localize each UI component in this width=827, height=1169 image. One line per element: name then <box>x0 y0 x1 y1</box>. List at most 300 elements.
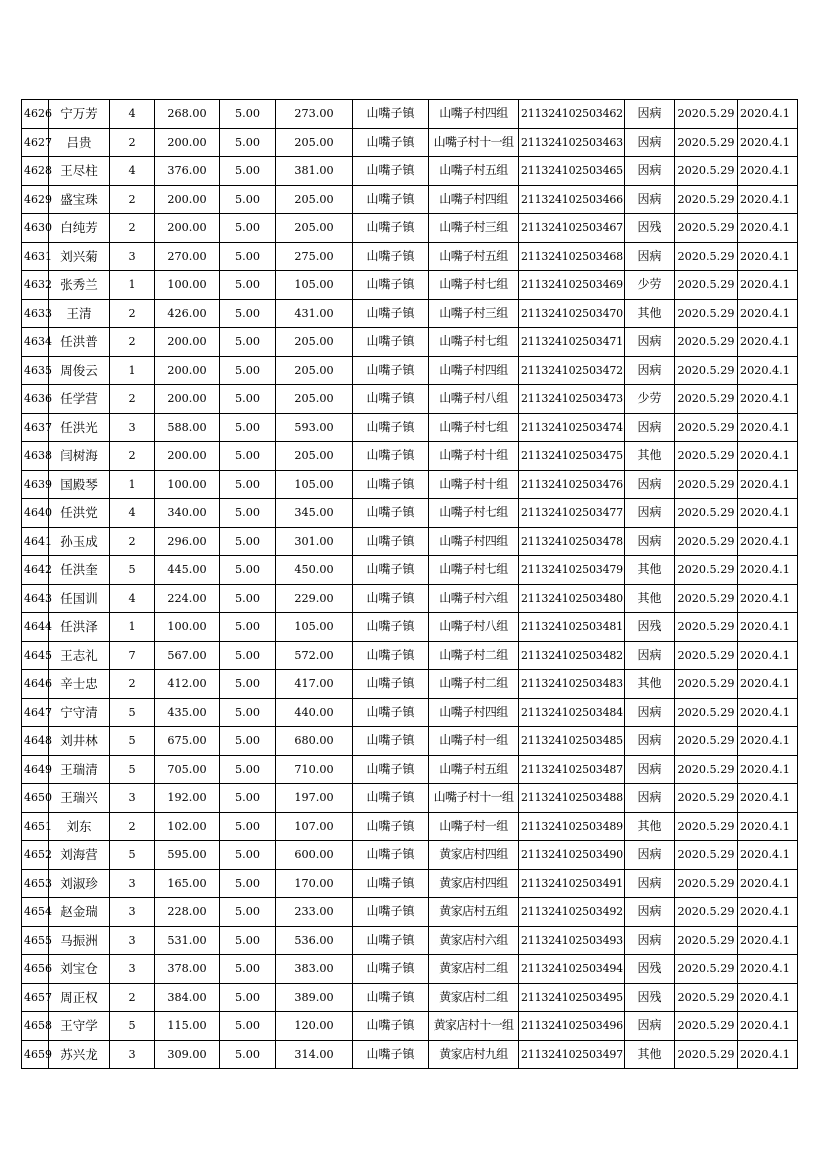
supplement-cell: 5.00 <box>220 214 276 243</box>
approval-date-cell: 2020.5.29 <box>675 442 738 471</box>
record-id-cell: 4652 <box>22 841 49 870</box>
base-amount-cell: 200.00 <box>155 442 220 471</box>
household-size-cell: 4 <box>110 100 155 129</box>
table-row <box>22 556 798 585</box>
household-size-cell: 3 <box>110 784 155 813</box>
total-amount-cell: 600.00 <box>276 841 353 870</box>
record-id-cell: 4629 <box>22 185 49 214</box>
town-cell: 山嘴子镇 <box>353 413 429 442</box>
name-cell: 宁万芳 <box>49 100 110 129</box>
id-code-cell: 211324102503481 <box>519 613 625 642</box>
id-code-cell: 211324102503492 <box>519 898 625 927</box>
supplement-cell: 5.00 <box>220 784 276 813</box>
table-row <box>22 869 798 898</box>
supplement-cell: 5.00 <box>220 556 276 585</box>
name-cell: 白纯芳 <box>49 214 110 243</box>
name-cell: 任洪奎 <box>49 556 110 585</box>
start-date-cell: 2020.4.1 <box>738 385 798 414</box>
base-amount-cell: 384.00 <box>155 983 220 1012</box>
approval-date-cell: 2020.5.29 <box>675 527 738 556</box>
town-cell: 山嘴子镇 <box>353 584 429 613</box>
household-size-cell: 5 <box>110 556 155 585</box>
start-date-cell: 2020.4.1 <box>738 755 798 784</box>
reason-cell: 其他 <box>625 556 675 585</box>
start-date-cell: 2020.4.1 <box>738 812 798 841</box>
village-group-cell: 山嘴子村十组 <box>429 470 519 499</box>
village-group-cell: 山嘴子村十一组 <box>429 128 519 157</box>
reason-cell: 因病 <box>625 328 675 357</box>
base-amount-cell: 675.00 <box>155 727 220 756</box>
town-cell: 山嘴子镇 <box>353 670 429 699</box>
approval-date-cell: 2020.5.29 <box>675 584 738 613</box>
name-cell: 吕贵 <box>49 128 110 157</box>
table-row <box>22 214 798 243</box>
base-amount-cell: 200.00 <box>155 128 220 157</box>
supplement-cell: 5.00 <box>220 413 276 442</box>
village-group-cell: 山嘴子村二组 <box>429 670 519 699</box>
town-cell: 山嘴子镇 <box>353 299 429 328</box>
id-code-cell: 211324102503493 <box>519 926 625 955</box>
id-code-cell: 211324102503490 <box>519 841 625 870</box>
village-group-cell: 山嘴子村五组 <box>429 755 519 784</box>
id-code-cell: 211324102503474 <box>519 413 625 442</box>
reason-cell: 因病 <box>625 128 675 157</box>
household-size-cell: 1 <box>110 271 155 300</box>
start-date-cell: 2020.4.1 <box>738 955 798 984</box>
record-id-cell: 4656 <box>22 955 49 984</box>
village-group-cell: 山嘴子村四组 <box>429 185 519 214</box>
table-row <box>22 1012 798 1041</box>
supplement-cell: 5.00 <box>220 841 276 870</box>
reason-cell: 因病 <box>625 784 675 813</box>
record-id-cell: 4641 <box>22 527 49 556</box>
village-group-cell: 山嘴子村四组 <box>429 527 519 556</box>
approval-date-cell: 2020.5.29 <box>675 698 738 727</box>
base-amount-cell: 224.00 <box>155 584 220 613</box>
household-size-cell: 2 <box>110 812 155 841</box>
name-cell: 刘东 <box>49 812 110 841</box>
id-code-cell: 211324102503476 <box>519 470 625 499</box>
base-amount-cell: 200.00 <box>155 356 220 385</box>
supplement-cell: 5.00 <box>220 955 276 984</box>
household-size-cell: 2 <box>110 185 155 214</box>
table-body <box>22 100 798 1069</box>
reason-cell: 其他 <box>625 1040 675 1069</box>
name-cell: 任国训 <box>49 584 110 613</box>
table-row <box>22 185 798 214</box>
reason-cell: 因病 <box>625 100 675 129</box>
base-amount-cell: 378.00 <box>155 955 220 984</box>
base-amount-cell: 588.00 <box>155 413 220 442</box>
record-id-cell: 4638 <box>22 442 49 471</box>
name-cell: 任洪光 <box>49 413 110 442</box>
town-cell: 山嘴子镇 <box>353 128 429 157</box>
name-cell: 王清 <box>49 299 110 328</box>
total-amount-cell: 205.00 <box>276 214 353 243</box>
total-amount-cell: 536.00 <box>276 926 353 955</box>
name-cell: 国殿琴 <box>49 470 110 499</box>
town-cell: 山嘴子镇 <box>353 613 429 642</box>
supplement-cell: 5.00 <box>220 983 276 1012</box>
start-date-cell: 2020.4.1 <box>738 698 798 727</box>
reason-cell: 因病 <box>625 527 675 556</box>
total-amount-cell: 105.00 <box>276 271 353 300</box>
table-row <box>22 926 798 955</box>
table-row <box>22 784 798 813</box>
start-date-cell: 2020.4.1 <box>738 356 798 385</box>
town-cell: 山嘴子镇 <box>353 442 429 471</box>
approval-date-cell: 2020.5.29 <box>675 898 738 927</box>
table-row <box>22 812 798 841</box>
start-date-cell: 2020.4.1 <box>738 499 798 528</box>
record-id-cell: 4646 <box>22 670 49 699</box>
total-amount-cell: 431.00 <box>276 299 353 328</box>
total-amount-cell: 273.00 <box>276 100 353 129</box>
approval-date-cell: 2020.5.29 <box>675 385 738 414</box>
town-cell: 山嘴子镇 <box>353 812 429 841</box>
household-size-cell: 2 <box>110 328 155 357</box>
supplement-cell: 5.00 <box>220 727 276 756</box>
id-code-cell: 211324102503478 <box>519 527 625 556</box>
id-code-cell: 211324102503483 <box>519 670 625 699</box>
household-size-cell: 2 <box>110 983 155 1012</box>
table-row <box>22 271 798 300</box>
reason-cell: 其他 <box>625 670 675 699</box>
base-amount-cell: 445.00 <box>155 556 220 585</box>
reason-cell: 其他 <box>625 584 675 613</box>
name-cell: 任学营 <box>49 385 110 414</box>
supplement-cell: 5.00 <box>220 185 276 214</box>
record-id-cell: 4653 <box>22 869 49 898</box>
table-row <box>22 584 798 613</box>
village-group-cell: 山嘴子村二组 <box>429 641 519 670</box>
id-code-cell: 211324102503465 <box>519 157 625 186</box>
base-amount-cell: 340.00 <box>155 499 220 528</box>
name-cell: 赵金瑞 <box>49 898 110 927</box>
base-amount-cell: 376.00 <box>155 157 220 186</box>
town-cell: 山嘴子镇 <box>353 755 429 784</box>
supplement-cell: 5.00 <box>220 499 276 528</box>
town-cell: 山嘴子镇 <box>353 214 429 243</box>
start-date-cell: 2020.4.1 <box>738 442 798 471</box>
supplement-cell: 5.00 <box>220 385 276 414</box>
table-row <box>22 955 798 984</box>
supplement-cell: 5.00 <box>220 157 276 186</box>
village-group-cell: 山嘴子村七组 <box>429 328 519 357</box>
table-row <box>22 157 798 186</box>
table-row <box>22 1040 798 1069</box>
start-date-cell: 2020.4.1 <box>738 1040 798 1069</box>
total-amount-cell: 229.00 <box>276 584 353 613</box>
reason-cell: 其他 <box>625 299 675 328</box>
base-amount-cell: 296.00 <box>155 527 220 556</box>
total-amount-cell: 450.00 <box>276 556 353 585</box>
approval-date-cell: 2020.5.29 <box>675 271 738 300</box>
household-size-cell: 4 <box>110 584 155 613</box>
id-code-cell: 211324102503485 <box>519 727 625 756</box>
name-cell: 周正权 <box>49 983 110 1012</box>
base-amount-cell: 270.00 <box>155 242 220 271</box>
table-row <box>22 727 798 756</box>
supplement-cell: 5.00 <box>220 299 276 328</box>
record-id-cell: 4642 <box>22 556 49 585</box>
reason-cell: 其他 <box>625 812 675 841</box>
record-id-cell: 4636 <box>22 385 49 414</box>
household-size-cell: 4 <box>110 499 155 528</box>
village-group-cell: 黄家店村二组 <box>429 955 519 984</box>
approval-date-cell: 2020.5.29 <box>675 926 738 955</box>
supplement-cell: 5.00 <box>220 442 276 471</box>
village-group-cell: 山嘴子村七组 <box>429 271 519 300</box>
total-amount-cell: 205.00 <box>276 128 353 157</box>
start-date-cell: 2020.4.1 <box>738 328 798 357</box>
name-cell: 刘兴菊 <box>49 242 110 271</box>
supplement-cell: 5.00 <box>220 926 276 955</box>
town-cell: 山嘴子镇 <box>353 898 429 927</box>
id-code-cell: 211324102503488 <box>519 784 625 813</box>
household-size-cell: 2 <box>110 442 155 471</box>
record-id-cell: 4651 <box>22 812 49 841</box>
reason-cell: 因病 <box>625 926 675 955</box>
id-code-cell: 211324102503473 <box>519 385 625 414</box>
supplement-cell: 5.00 <box>220 1040 276 1069</box>
record-id-cell: 4644 <box>22 613 49 642</box>
name-cell: 刘海营 <box>49 841 110 870</box>
reason-cell: 因病 <box>625 869 675 898</box>
household-size-cell: 1 <box>110 470 155 499</box>
record-id-cell: 4634 <box>22 328 49 357</box>
table-row <box>22 100 798 129</box>
base-amount-cell: 595.00 <box>155 841 220 870</box>
record-id-cell: 4635 <box>22 356 49 385</box>
supplement-cell: 5.00 <box>220 128 276 157</box>
total-amount-cell: 383.00 <box>276 955 353 984</box>
reason-cell: 因病 <box>625 470 675 499</box>
table-row <box>22 128 798 157</box>
start-date-cell: 2020.4.1 <box>738 128 798 157</box>
start-date-cell: 2020.4.1 <box>738 413 798 442</box>
supplement-cell: 5.00 <box>220 356 276 385</box>
name-cell: 任洪普 <box>49 328 110 357</box>
total-amount-cell: 105.00 <box>276 613 353 642</box>
name-cell: 孙玉成 <box>49 527 110 556</box>
town-cell: 山嘴子镇 <box>353 356 429 385</box>
household-size-cell: 3 <box>110 955 155 984</box>
name-cell: 苏兴龙 <box>49 1040 110 1069</box>
reason-cell: 因病 <box>625 755 675 784</box>
record-id-cell: 4639 <box>22 470 49 499</box>
name-cell: 王尽柱 <box>49 157 110 186</box>
record-id-cell: 4657 <box>22 983 49 1012</box>
supplement-cell: 5.00 <box>220 242 276 271</box>
household-size-cell: 2 <box>110 128 155 157</box>
reason-cell: 其他 <box>625 442 675 471</box>
table-row <box>22 328 798 357</box>
start-date-cell: 2020.4.1 <box>738 242 798 271</box>
approval-date-cell: 2020.5.29 <box>675 299 738 328</box>
record-id-cell: 4631 <box>22 242 49 271</box>
village-group-cell: 黄家店村四组 <box>429 869 519 898</box>
record-id-cell: 4650 <box>22 784 49 813</box>
supplement-cell: 5.00 <box>220 470 276 499</box>
village-group-cell: 山嘴子村十组 <box>429 442 519 471</box>
base-amount-cell: 200.00 <box>155 385 220 414</box>
id-code-cell: 211324102503470 <box>519 299 625 328</box>
base-amount-cell: 426.00 <box>155 299 220 328</box>
table-row <box>22 242 798 271</box>
reason-cell: 因残 <box>625 613 675 642</box>
total-amount-cell: 440.00 <box>276 698 353 727</box>
approval-date-cell: 2020.5.29 <box>675 499 738 528</box>
approval-date-cell: 2020.5.29 <box>675 157 738 186</box>
supplement-cell: 5.00 <box>220 755 276 784</box>
supplement-cell: 5.00 <box>220 100 276 129</box>
name-cell: 马振洲 <box>49 926 110 955</box>
reason-cell: 因病 <box>625 727 675 756</box>
total-amount-cell: 205.00 <box>276 356 353 385</box>
reason-cell: 因病 <box>625 841 675 870</box>
start-date-cell: 2020.4.1 <box>738 527 798 556</box>
base-amount-cell: 200.00 <box>155 185 220 214</box>
id-code-cell: 211324102503463 <box>519 128 625 157</box>
base-amount-cell: 412.00 <box>155 670 220 699</box>
village-group-cell: 山嘴子村七组 <box>429 499 519 528</box>
start-date-cell: 2020.4.1 <box>738 869 798 898</box>
id-code-cell: 211324102503497 <box>519 1040 625 1069</box>
table-row <box>22 499 798 528</box>
approval-date-cell: 2020.5.29 <box>675 983 738 1012</box>
total-amount-cell: 105.00 <box>276 470 353 499</box>
town-cell: 山嘴子镇 <box>353 1012 429 1041</box>
table-row <box>22 641 798 670</box>
record-id-cell: 4647 <box>22 698 49 727</box>
table-row <box>22 442 798 471</box>
reason-cell: 因病 <box>625 641 675 670</box>
base-amount-cell: 115.00 <box>155 1012 220 1041</box>
reason-cell: 因残 <box>625 983 675 1012</box>
record-id-cell: 4630 <box>22 214 49 243</box>
household-size-cell: 2 <box>110 214 155 243</box>
town-cell: 山嘴子镇 <box>353 100 429 129</box>
village-group-cell: 山嘴子村六组 <box>429 584 519 613</box>
total-amount-cell: 345.00 <box>276 499 353 528</box>
name-cell: 任洪党 <box>49 499 110 528</box>
village-group-cell: 山嘴子村四组 <box>429 698 519 727</box>
start-date-cell: 2020.4.1 <box>738 727 798 756</box>
base-amount-cell: 567.00 <box>155 641 220 670</box>
supplement-cell: 5.00 <box>220 898 276 927</box>
start-date-cell: 2020.4.1 <box>738 100 798 129</box>
household-size-cell: 3 <box>110 242 155 271</box>
record-id-cell: 4645 <box>22 641 49 670</box>
approval-date-cell: 2020.5.29 <box>675 185 738 214</box>
table-row <box>22 385 798 414</box>
town-cell: 山嘴子镇 <box>353 784 429 813</box>
total-amount-cell: 107.00 <box>276 812 353 841</box>
total-amount-cell: 301.00 <box>276 527 353 556</box>
record-id-cell: 4626 <box>22 100 49 129</box>
approval-date-cell: 2020.5.29 <box>675 727 738 756</box>
village-group-cell: 山嘴子村五组 <box>429 157 519 186</box>
approval-date-cell: 2020.5.29 <box>675 641 738 670</box>
total-amount-cell: 381.00 <box>276 157 353 186</box>
total-amount-cell: 205.00 <box>276 385 353 414</box>
base-amount-cell: 102.00 <box>155 812 220 841</box>
table-row <box>22 356 798 385</box>
village-group-cell: 山嘴子村八组 <box>429 613 519 642</box>
record-id-cell: 4658 <box>22 1012 49 1041</box>
household-size-cell: 5 <box>110 1012 155 1041</box>
name-cell: 刘宝仓 <box>49 955 110 984</box>
record-id-cell: 4627 <box>22 128 49 157</box>
record-id-cell: 4640 <box>22 499 49 528</box>
total-amount-cell: 417.00 <box>276 670 353 699</box>
reason-cell: 因病 <box>625 1012 675 1041</box>
start-date-cell: 2020.4.1 <box>738 157 798 186</box>
id-code-cell: 211324102503468 <box>519 242 625 271</box>
household-size-cell: 2 <box>110 527 155 556</box>
household-size-cell: 3 <box>110 1040 155 1069</box>
reason-cell: 因残 <box>625 955 675 984</box>
record-id-cell: 4659 <box>22 1040 49 1069</box>
village-group-cell: 黄家店村十一组 <box>429 1012 519 1041</box>
village-group-cell: 山嘴子村七组 <box>429 413 519 442</box>
id-code-cell: 211324102503467 <box>519 214 625 243</box>
town-cell: 山嘴子镇 <box>353 328 429 357</box>
supplement-cell: 5.00 <box>220 670 276 699</box>
record-id-cell: 4637 <box>22 413 49 442</box>
reason-cell: 因病 <box>625 242 675 271</box>
household-size-cell: 1 <box>110 613 155 642</box>
id-code-cell: 211324102503471 <box>519 328 625 357</box>
household-size-cell: 5 <box>110 698 155 727</box>
name-cell: 任洪泽 <box>49 613 110 642</box>
village-group-cell: 黄家店村四组 <box>429 841 519 870</box>
total-amount-cell: 275.00 <box>276 242 353 271</box>
total-amount-cell: 233.00 <box>276 898 353 927</box>
town-cell: 山嘴子镇 <box>353 499 429 528</box>
village-group-cell: 山嘴子村一组 <box>429 812 519 841</box>
approval-date-cell: 2020.5.29 <box>675 413 738 442</box>
id-code-cell: 211324102503487 <box>519 755 625 784</box>
base-amount-cell: 228.00 <box>155 898 220 927</box>
name-cell: 闫树海 <box>49 442 110 471</box>
start-date-cell: 2020.4.1 <box>738 784 798 813</box>
supplement-cell: 5.00 <box>220 584 276 613</box>
town-cell: 山嘴子镇 <box>353 955 429 984</box>
base-amount-cell: 200.00 <box>155 328 220 357</box>
total-amount-cell: 205.00 <box>276 328 353 357</box>
village-group-cell: 黄家店村九组 <box>429 1040 519 1069</box>
reason-cell: 因病 <box>625 356 675 385</box>
record-id-cell: 4649 <box>22 755 49 784</box>
town-cell: 山嘴子镇 <box>353 698 429 727</box>
table-row <box>22 841 798 870</box>
household-size-cell: 4 <box>110 157 155 186</box>
town-cell: 山嘴子镇 <box>353 841 429 870</box>
name-cell: 王守学 <box>49 1012 110 1041</box>
town-cell: 山嘴子镇 <box>353 869 429 898</box>
id-code-cell: 211324102503475 <box>519 442 625 471</box>
town-cell: 山嘴子镇 <box>353 727 429 756</box>
name-cell: 张秀兰 <box>49 271 110 300</box>
name-cell: 宁守清 <box>49 698 110 727</box>
village-group-cell: 山嘴子村四组 <box>429 100 519 129</box>
base-amount-cell: 531.00 <box>155 926 220 955</box>
name-cell: 辛士忠 <box>49 670 110 699</box>
household-size-cell: 3 <box>110 869 155 898</box>
total-amount-cell: 205.00 <box>276 442 353 471</box>
